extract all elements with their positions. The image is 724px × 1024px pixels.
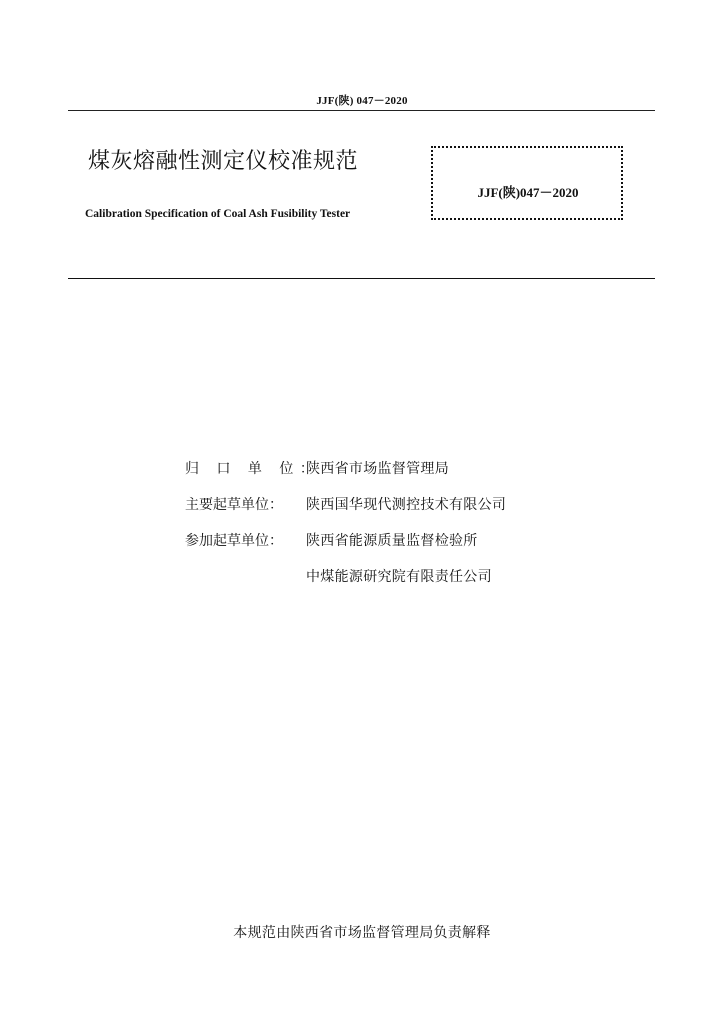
participants-label: 参加起草单位： xyxy=(185,533,283,549)
standard-code-box-text: JJF(陕)047－2020 xyxy=(477,185,579,200)
responsible-unit-value: 陕西省市场监督管理局 xyxy=(306,461,449,477)
document-title-chinese: 煤灰熔融性测定仪校准规范 xyxy=(88,149,359,174)
participant-unit: 中煤能源研究院有限责任公司 xyxy=(306,569,492,585)
participant-unit: 陕西省能源质量监督检验所 xyxy=(306,533,478,549)
main-drafter-label: 主要起草单位： xyxy=(185,497,283,513)
participants-row-continued xyxy=(185,566,506,602)
interpretation-note: 本规范由陕西省市场监督管理局负责解释 xyxy=(233,925,491,941)
responsible-unit-label: 归 口 单 位： xyxy=(185,461,321,477)
main-drafter-value: 陕西国华现代测控技术有限公司 xyxy=(306,497,507,513)
title-divider xyxy=(68,278,655,279)
header-divider xyxy=(68,110,655,111)
responsible-unit-row xyxy=(185,458,506,494)
participants-row xyxy=(185,530,506,566)
main-drafter-row xyxy=(185,494,506,530)
organizations-block xyxy=(185,458,506,602)
header-standard-code: JJF(陕) 047－2020 xyxy=(316,95,408,107)
document-title-english: Calibration Specification of Coal Ash Fusibility Tester xyxy=(85,208,351,220)
